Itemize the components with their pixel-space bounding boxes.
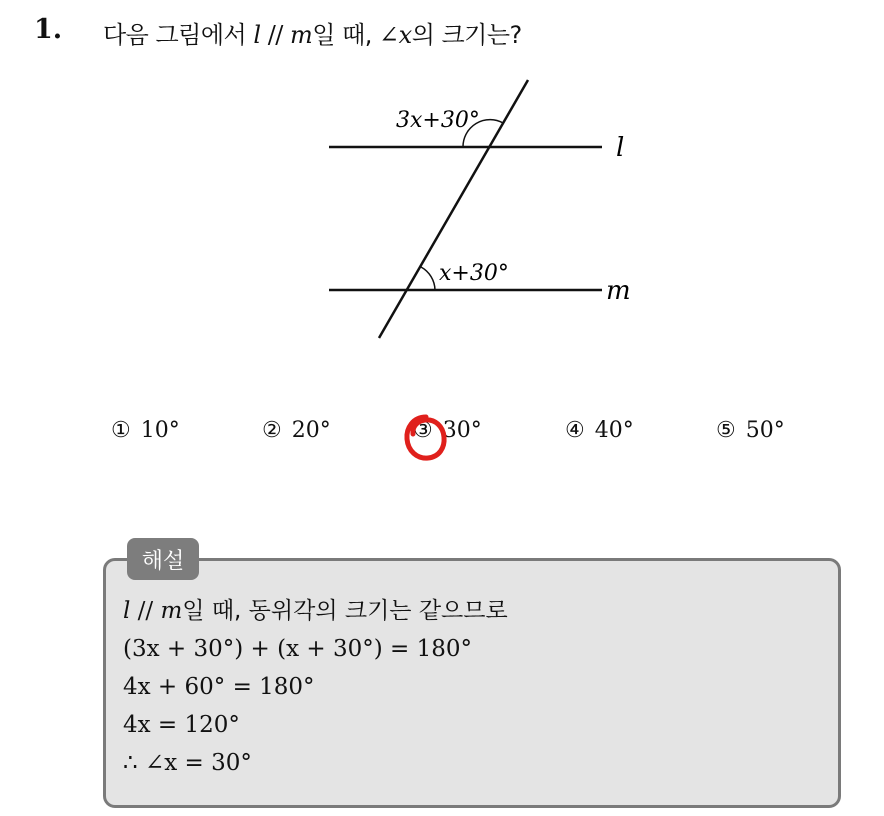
question-number: 1. xyxy=(34,14,63,45)
choice-2[interactable] xyxy=(262,418,331,443)
solution-line-1 xyxy=(123,592,508,630)
question-text xyxy=(103,15,522,50)
answer-circle-mark xyxy=(403,412,449,464)
solution-tag: 해설 xyxy=(127,538,199,580)
solution-m-symbol: m xyxy=(160,598,183,624)
choice-2-value: 20° xyxy=(291,418,331,443)
choice-3-mark: ③ xyxy=(413,418,433,443)
bottom-angle-arc xyxy=(421,267,435,290)
solution-text xyxy=(123,592,508,782)
line-l-symbol: l xyxy=(253,21,261,49)
solution-l-symbol: l xyxy=(123,598,131,624)
solution-line-2: (3x + 30°) + (x + 30°) = 180° xyxy=(123,636,472,662)
parallel-lines-figure xyxy=(300,70,660,355)
choice-1-mark: ① xyxy=(111,418,131,443)
solution-line-3: 4x + 60° = 180° xyxy=(123,674,315,700)
line-m-label: m xyxy=(606,276,631,306)
question-text-mid: 일 때, xyxy=(312,21,380,49)
solution-line-5: ∴ ∠x = 30° xyxy=(123,750,252,776)
choice-4-mark: ④ xyxy=(565,418,585,443)
choice-2-mark: ② xyxy=(262,418,282,443)
solution-line-4: 4x = 120° xyxy=(123,712,240,738)
top-angle-label: 3x+30° xyxy=(396,108,480,133)
bottom-angle-label: x+30° xyxy=(439,261,509,286)
choice-5-mark: ⑤ xyxy=(716,418,736,443)
line-l-label: l xyxy=(616,133,625,163)
parallel-symbol: // xyxy=(260,21,290,49)
choice-4[interactable] xyxy=(565,418,634,443)
choice-1[interactable] xyxy=(111,418,180,443)
question-text-prefix: 다음 그림에서 xyxy=(103,21,254,49)
choice-3-value: 30° xyxy=(442,418,482,443)
choice-5-value: 50° xyxy=(745,418,785,443)
solution-line-1-text: 일 때, 동위각의 크기는 같으므로 xyxy=(182,598,508,624)
choice-5[interactable] xyxy=(716,418,785,443)
line-m-symbol: m xyxy=(290,21,313,49)
question-text-suffix: 의 크기는? xyxy=(411,21,522,49)
x-symbol: x xyxy=(398,21,412,49)
choice-1-value: 10° xyxy=(140,418,180,443)
solution-parallel-symbol: // xyxy=(130,598,161,624)
choice-4-value: 40° xyxy=(594,418,634,443)
angle-symbol: ∠ xyxy=(379,21,399,49)
